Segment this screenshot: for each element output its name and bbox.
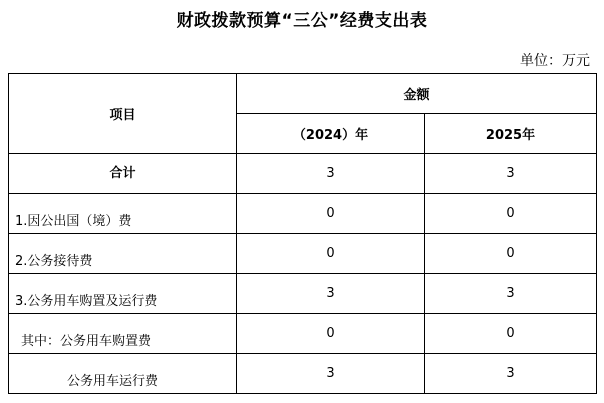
header-item: 项目 (9, 74, 237, 154)
cell-2025: 0 (425, 234, 597, 274)
row-label: 1.因公出国（境）费 (9, 194, 237, 234)
page-title: 财政拨款预算“三公”经费支出表 (176, 11, 428, 31)
row-label: 公务用车运行费 (9, 354, 237, 394)
table-row (9, 194, 597, 234)
cell-2025: 3 (425, 354, 597, 394)
cell-2024: 3 (237, 354, 425, 394)
budget-table (8, 73, 597, 394)
cell-2024: 0 (237, 234, 425, 274)
table-row (9, 354, 597, 394)
unit-label: 单位：万元 (520, 53, 590, 69)
table-row (9, 314, 597, 354)
cell-2024: 3 (237, 154, 425, 194)
table-row (9, 274, 597, 314)
cell-2024: 0 (237, 314, 425, 354)
row-label: 3.公务用车购置及运行费 (9, 274, 237, 314)
table-row (9, 154, 597, 194)
row-label: 其中：公务用车购置费 (9, 314, 237, 354)
row-label-total: 合计 (9, 154, 237, 194)
cell-2025: 0 (425, 194, 597, 234)
cell-2025: 3 (425, 154, 597, 194)
cell-2024: 0 (237, 194, 425, 234)
header-amount: 金额 (237, 74, 597, 114)
header-year-2024: （2024）年 (237, 114, 425, 154)
row-label: 2.公务接待费 (9, 234, 237, 274)
cell-2025: 3 (425, 274, 597, 314)
header-year-2025: 2025年 (425, 114, 597, 154)
table-row (9, 234, 597, 274)
cell-2024: 3 (237, 274, 425, 314)
cell-2025: 0 (425, 314, 597, 354)
